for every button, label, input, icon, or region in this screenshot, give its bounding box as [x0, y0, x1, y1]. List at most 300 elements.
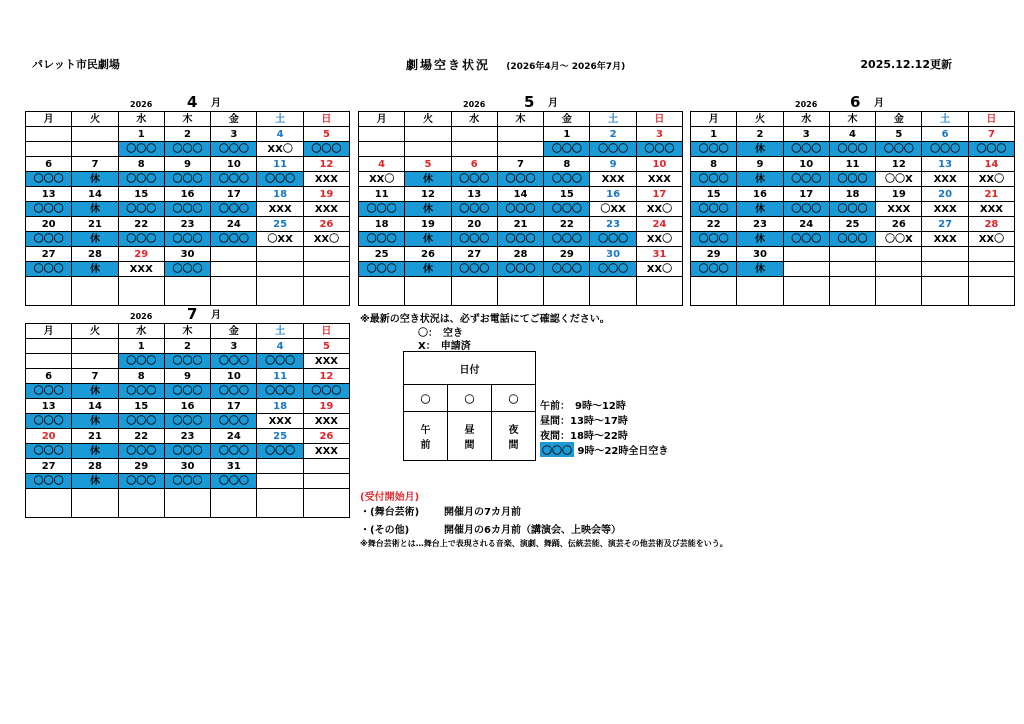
date-cell: 27 [26, 247, 72, 262]
availability-cell: 〇〇X [876, 172, 922, 187]
date-row [359, 247, 683, 262]
availability-cell: 〇〇〇 [922, 142, 968, 157]
stage-text: 開催月の7カ月前 [444, 507, 521, 518]
availability-cell [257, 474, 303, 489]
date-row [26, 429, 350, 444]
date-row [359, 157, 683, 172]
date-cell: 3 [211, 127, 257, 142]
blank-cell [257, 489, 303, 518]
date-cell: 27 [922, 217, 968, 232]
weekday-header: 水 [783, 112, 829, 127]
date-cell: 20 [922, 187, 968, 202]
date-cell: 9 [590, 157, 636, 172]
blank-row [26, 489, 350, 518]
weekday-header: 日 [636, 112, 682, 127]
weekday-header-row [26, 112, 350, 127]
calendar-grid [690, 111, 1015, 306]
calendar-header [25, 303, 350, 323]
allday-text: 9時～22時全日空き [577, 446, 669, 457]
date-cell: 23 [737, 217, 783, 232]
availability-cell: 〇〇〇 [544, 232, 590, 247]
availability-cell: XX〇 [968, 232, 1014, 247]
weekday-header: 水 [118, 324, 164, 339]
availability-cell: 〇〇〇 [783, 232, 829, 247]
date-cell [257, 459, 303, 474]
availability-cell: 〇〇〇 [876, 142, 922, 157]
date-cell: 12 [405, 187, 451, 202]
date-cell: 21 [497, 217, 543, 232]
weekday-header: 水 [118, 112, 164, 127]
date-cell: 19 [303, 187, 349, 202]
date-cell: 4 [829, 127, 875, 142]
availability-cell: 〇〇〇 [26, 232, 72, 247]
blank-row [26, 277, 350, 306]
availability-cell: 〇〇〇 [118, 444, 164, 459]
date-cell: 18 [829, 187, 875, 202]
availability-cell: 〇〇〇 [968, 142, 1014, 157]
availability-cell: 〇〇〇 [829, 142, 875, 157]
availability-cell: 〇〇X [876, 232, 922, 247]
availability-cell: 〇〇〇 [451, 232, 497, 247]
date-cell: 24 [783, 217, 829, 232]
calendar-month-suffix: 月 [211, 98, 221, 109]
status-row [26, 262, 350, 277]
availability-cell: 休 [405, 172, 451, 187]
status-row [359, 142, 683, 157]
date-cell: 6 [451, 157, 497, 172]
status-row [26, 232, 350, 247]
availability-cell: XX〇 [359, 172, 405, 187]
availability-cell [303, 474, 349, 489]
date-cell: 30 [590, 247, 636, 262]
calendar-month-number: 7 [187, 305, 198, 323]
calendar-month [25, 303, 350, 518]
date-cell [72, 127, 118, 142]
legend-box-night: 夜 間 [492, 412, 536, 461]
availability-cell [829, 262, 875, 277]
date-row [26, 157, 350, 172]
date-row [26, 369, 350, 384]
calendar-month-number: 4 [187, 93, 198, 111]
availability-cell: 〇〇〇 [118, 172, 164, 187]
availability-cell: 〇〇〇 [783, 142, 829, 157]
availability-cell: 〇〇〇 [211, 414, 257, 429]
availability-cell: 〇〇〇 [544, 262, 590, 277]
date-cell: 1 [118, 127, 164, 142]
blank-cell [783, 277, 829, 306]
calendar-month-suffix: 月 [548, 98, 558, 109]
date-cell [783, 247, 829, 262]
calendar-month [358, 91, 683, 306]
weekday-header: 木 [829, 112, 875, 127]
date-cell: 28 [72, 247, 118, 262]
date-cell: 10 [783, 157, 829, 172]
blank-cell [118, 277, 164, 306]
availability-cell: 〇〇〇 [211, 354, 257, 369]
availability-cell: 〇〇〇 [118, 142, 164, 157]
date-cell: 16 [590, 187, 636, 202]
date-cell: 25 [257, 217, 303, 232]
availability-cell: XXX [922, 232, 968, 247]
date-cell: 18 [257, 187, 303, 202]
availability-cell: 休 [72, 444, 118, 459]
date-cell: 20 [26, 217, 72, 232]
date-row [691, 127, 1015, 142]
date-cell: 22 [691, 217, 737, 232]
blank-cell [451, 277, 497, 306]
stage-label: ・(舞台芸術) [360, 507, 420, 518]
weekday-header: 土 [590, 112, 636, 127]
blank-row [359, 277, 683, 306]
weekday-header: 月 [26, 324, 72, 339]
availability-cell: 〇〇〇 [359, 232, 405, 247]
blank-cell [211, 489, 257, 518]
legend-box-title: 日付 [404, 352, 536, 385]
availability-cell [922, 262, 968, 277]
weekday-header: 月 [359, 112, 405, 127]
availability-cell: XXX [922, 202, 968, 217]
availability-cell: 〇〇〇 [257, 354, 303, 369]
date-row [359, 187, 683, 202]
date-cell: 5 [303, 339, 349, 354]
date-cell: 16 [164, 187, 210, 202]
availability-cell: 〇〇〇 [783, 202, 829, 217]
availability-cell: 〇〇〇 [497, 232, 543, 247]
date-cell: 6 [922, 127, 968, 142]
weekday-header: 金 [211, 112, 257, 127]
status-row [691, 202, 1015, 217]
allday-legend [540, 442, 668, 457]
date-cell: 24 [211, 429, 257, 444]
availability-cell [72, 354, 118, 369]
date-cell: 4 [257, 339, 303, 354]
date-cell [968, 247, 1014, 262]
date-cell [451, 127, 497, 142]
date-cell: 31 [211, 459, 257, 474]
calendar-month-number: 5 [524, 93, 535, 111]
date-cell: 22 [118, 217, 164, 232]
availability-cell: 〇〇〇 [451, 262, 497, 277]
status-row [691, 232, 1015, 247]
date-cell [26, 339, 72, 354]
date-cell: 1 [691, 127, 737, 142]
calendar-year: 2026 [795, 100, 818, 109]
page-title [406, 56, 625, 73]
availability-cell [783, 262, 829, 277]
calendar-header [25, 91, 350, 111]
weekday-header: 土 [257, 112, 303, 127]
availability-cell: 〇〇〇 [118, 384, 164, 399]
date-cell: 25 [359, 247, 405, 262]
availability-cell: 〇〇〇 [26, 444, 72, 459]
calendar-grid [358, 111, 683, 306]
update-date: 2025.12.12更新 [860, 58, 952, 71]
date-cell: 19 [303, 399, 349, 414]
weekday-header: 土 [922, 112, 968, 127]
availability-cell: XXX [968, 202, 1014, 217]
status-row [691, 172, 1015, 187]
availability-cell: XXX [303, 202, 349, 217]
availability-cell: 〇〇〇 [497, 202, 543, 217]
date-cell: 16 [164, 399, 210, 414]
weekday-header: 木 [164, 112, 210, 127]
date-cell: 9 [164, 157, 210, 172]
venue-name: パレット市民劇場 [32, 58, 120, 71]
date-cell: 7 [497, 157, 543, 172]
date-cell [72, 339, 118, 354]
date-cell: 7 [72, 369, 118, 384]
date-cell: 10 [211, 369, 257, 384]
date-cell: 17 [783, 187, 829, 202]
availability-cell: 休 [72, 262, 118, 277]
date-cell: 9 [164, 369, 210, 384]
blank-cell [359, 277, 405, 306]
availability-cell: 〇〇〇 [164, 444, 210, 459]
date-cell: 23 [164, 217, 210, 232]
status-row [359, 202, 683, 217]
weekday-header: 日 [303, 324, 349, 339]
availability-cell: 〇〇〇 [590, 232, 636, 247]
availability-cell: XXX [303, 414, 349, 429]
date-cell [876, 247, 922, 262]
date-cell: 13 [922, 157, 968, 172]
availability-cell: 〇〇〇 [26, 202, 72, 217]
date-cell: 11 [257, 157, 303, 172]
availability-cell: 〇〇〇 [783, 172, 829, 187]
availability-cell [968, 262, 1014, 277]
date-cell: 28 [968, 217, 1014, 232]
date-row [26, 399, 350, 414]
availability-cell: 〇〇〇 [451, 202, 497, 217]
calendar-header [358, 91, 683, 111]
availability-cell: XXX [636, 172, 682, 187]
date-cell: 2 [164, 127, 210, 142]
legend-available: 〇： 空き [418, 328, 463, 339]
weekday-header: 月 [691, 112, 737, 127]
date-cell: 28 [497, 247, 543, 262]
night-hours: 夜間：18時～22時 [540, 431, 628, 442]
status-row [359, 232, 683, 247]
availability-cell: XXX [257, 414, 303, 429]
date-row [26, 339, 350, 354]
availability-cell: 〇〇〇 [26, 262, 72, 277]
calendar-month [25, 91, 350, 306]
weekday-header-row [26, 324, 350, 339]
calendar-month-suffix: 月 [211, 310, 221, 321]
availability-cell: 〇〇〇 [303, 384, 349, 399]
date-cell [211, 247, 257, 262]
date-cell: 30 [164, 247, 210, 262]
date-cell: 23 [590, 217, 636, 232]
date-cell: 22 [544, 217, 590, 232]
status-row [691, 142, 1015, 157]
availability-cell: 休 [72, 232, 118, 247]
blank-row [691, 277, 1015, 306]
date-cell: 22 [118, 429, 164, 444]
date-cell: 3 [783, 127, 829, 142]
date-cell: 23 [164, 429, 210, 444]
status-row [691, 262, 1015, 277]
availability-cell: XXX [303, 172, 349, 187]
availability-cell [451, 142, 497, 157]
status-row [26, 474, 350, 489]
date-cell: 16 [737, 187, 783, 202]
date-cell: 18 [359, 217, 405, 232]
availability-cell: 〇〇〇 [211, 444, 257, 459]
availability-cell [303, 262, 349, 277]
legend-applied: X： 申請済 [418, 341, 471, 352]
availability-cell: 休 [737, 172, 783, 187]
availability-cell: 休 [737, 142, 783, 157]
availability-cell: 〇〇〇 [691, 262, 737, 277]
blank-cell [590, 277, 636, 306]
availability-cell: XX〇 [303, 232, 349, 247]
blank-cell [876, 277, 922, 306]
date-cell: 31 [636, 247, 682, 262]
availability-cell: 〇〇〇 [544, 142, 590, 157]
date-row [26, 187, 350, 202]
date-cell [26, 127, 72, 142]
date-cell: 24 [211, 217, 257, 232]
availability-cell: 〇〇〇 [26, 474, 72, 489]
availability-cell: 〇〇〇 [164, 232, 210, 247]
date-cell: 7 [968, 127, 1014, 142]
status-row [359, 262, 683, 277]
date-cell: 29 [544, 247, 590, 262]
calendar-year: 2026 [463, 100, 486, 109]
weekday-header: 金 [211, 324, 257, 339]
availability-cell: 〇〇〇 [164, 202, 210, 217]
date-cell: 4 [359, 157, 405, 172]
status-row [26, 444, 350, 459]
availability-cell: 休 [737, 232, 783, 247]
weekday-header-row [691, 112, 1015, 127]
availability-cell: 〇〇〇 [590, 262, 636, 277]
page-subtitle: (2026年4月～ 2026年7月) [506, 62, 626, 72]
date-cell: 13 [26, 187, 72, 202]
other-label: ・(その他) [360, 525, 410, 536]
weekday-header: 火 [737, 112, 783, 127]
date-cell [303, 247, 349, 262]
weekday-header-row [359, 112, 683, 127]
blank-cell [405, 277, 451, 306]
availability-cell: 〇〇〇 [26, 414, 72, 429]
date-row [691, 217, 1015, 232]
date-cell [922, 247, 968, 262]
date-cell: 26 [303, 429, 349, 444]
availability-cell: 〇XX [590, 202, 636, 217]
availability-cell: 〇〇〇 [211, 142, 257, 157]
date-cell: 28 [72, 459, 118, 474]
availability-cell: 〇〇〇 [211, 172, 257, 187]
availability-cell: 休 [737, 202, 783, 217]
availability-cell: 〇〇〇 [211, 202, 257, 217]
availability-cell: 休 [405, 232, 451, 247]
other-text: 開催月の6カ月前（講演会、上映会等） [444, 525, 621, 536]
date-row [691, 157, 1015, 172]
date-cell [829, 247, 875, 262]
date-cell: 27 [26, 459, 72, 474]
blank-cell [691, 277, 737, 306]
blank-cell [922, 277, 968, 306]
availability-cell: 〇〇〇 [211, 474, 257, 489]
date-cell: 11 [359, 187, 405, 202]
availability-note: ※最新の空き状況は、必ずお電話にてご確認ください。 [360, 314, 610, 325]
date-cell: 5 [876, 127, 922, 142]
weekday-header: 水 [451, 112, 497, 127]
availability-cell: 休 [72, 172, 118, 187]
availability-cell [26, 142, 72, 157]
date-cell [359, 127, 405, 142]
date-cell: 2 [164, 339, 210, 354]
status-row [26, 354, 350, 369]
weekday-header: 土 [257, 324, 303, 339]
blank-cell [303, 277, 349, 306]
weekday-header: 月 [26, 112, 72, 127]
date-cell [497, 127, 543, 142]
availability-cell: 〇〇〇 [359, 202, 405, 217]
date-row [359, 217, 683, 232]
availability-cell: 〇〇〇 [118, 202, 164, 217]
date-cell: 7 [72, 157, 118, 172]
date-cell: 25 [257, 429, 303, 444]
weekday-header: 日 [968, 112, 1014, 127]
date-cell: 26 [303, 217, 349, 232]
availability-cell [257, 262, 303, 277]
date-cell: 6 [26, 157, 72, 172]
blank-cell [968, 277, 1014, 306]
date-cell: 11 [829, 157, 875, 172]
date-cell: 17 [211, 399, 257, 414]
page-title-text: 劇場空き状況 [406, 58, 491, 72]
blank-cell [26, 489, 72, 518]
calendar-grid [25, 111, 350, 306]
weekday-header: 木 [164, 324, 210, 339]
date-cell: 26 [405, 247, 451, 262]
availability-cell [72, 142, 118, 157]
date-cell: 10 [636, 157, 682, 172]
availability-cell: 〇〇〇 [26, 384, 72, 399]
date-row [691, 247, 1015, 262]
calendar-header [690, 91, 1015, 111]
calendar-month-number: 6 [850, 93, 861, 111]
date-cell: 18 [257, 399, 303, 414]
blank-cell [118, 489, 164, 518]
availability-cell: 〇〇〇 [691, 202, 737, 217]
date-cell [405, 127, 451, 142]
availability-cell [211, 262, 257, 277]
availability-cell: 〇〇〇 [257, 444, 303, 459]
date-cell: 14 [497, 187, 543, 202]
date-cell: 21 [968, 187, 1014, 202]
weekday-header: 火 [72, 112, 118, 127]
availability-cell: XXX [257, 202, 303, 217]
availability-cell: 〇〇〇 [257, 172, 303, 187]
legend-box-mark: 〇 [492, 385, 536, 412]
status-row [26, 384, 350, 399]
legend-box-morning: 午 前 [404, 412, 448, 461]
availability-cell: 〇〇〇 [164, 262, 210, 277]
blank-cell [26, 277, 72, 306]
blank-cell [829, 277, 875, 306]
availability-cell: 〇〇〇 [164, 142, 210, 157]
date-row [359, 127, 683, 142]
availability-cell: 〇〇〇 [590, 142, 636, 157]
availability-cell: XX〇 [968, 172, 1014, 187]
date-cell: 14 [72, 187, 118, 202]
availability-cell: 〇〇〇 [691, 232, 737, 247]
time-slot-legend-box [403, 351, 536, 461]
